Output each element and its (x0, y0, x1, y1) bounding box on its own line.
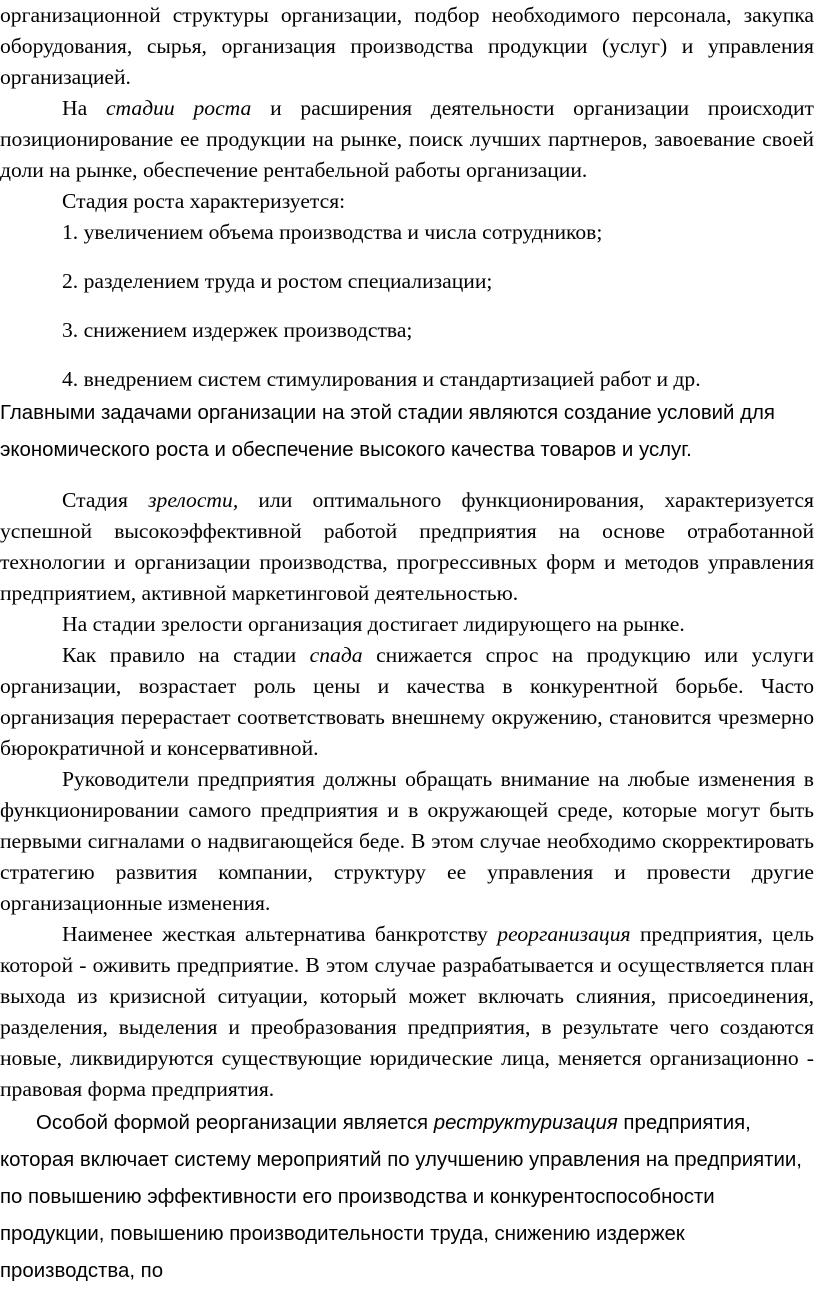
text-run: предприятия, которая включает систему мероприятий по улучшению управления на предприятии, по повышению эффективности его производства и конкурентоспособности продукции, повышению производительности труда, снижению издержек производства, по (0, 1112, 802, 1282)
text-run: Особой формой реорганизации является (36, 1112, 434, 1134)
list-item-text: 2. разделением труда и ростом специализации; (62, 269, 493, 293)
text-run: Стадия (62, 488, 149, 512)
text-run: и расширения деятельности организации происходит позиционирование ее продукции на рынке, поиск лучших партнеров, завоевание своей доли на рынке, обеспечение рентабельной работы организации. (0, 96, 814, 182)
paragraph-main-tasks (0, 395, 814, 469)
emphasis-term: зрелости, (148, 488, 239, 512)
paragraph-reorganization (0, 919, 814, 1105)
list-item (0, 364, 814, 395)
list-item (0, 315, 814, 346)
paragraph-managers-attention (0, 764, 814, 919)
paragraph-growth-stage (0, 93, 814, 186)
paragraph-maturity-stage (0, 485, 814, 609)
paragraph-text: На стадии зрелости организация достигает лидирующего на рынке. (62, 612, 685, 636)
paragraph-text: Руководители предприятия должны обращать внимание на любые изменения в функционировании самого предприятия и в окружающей среде, которые могут быть первыми сигналами о надвигающейся беде. В этом случае необходимо скорректировать стратегию развития компании, структуру ее управления и провести другие организационные изменения. (0, 767, 814, 915)
paragraph-maturity-leadership (0, 609, 814, 640)
text-run: На (62, 96, 106, 120)
paragraph-restructuring (0, 1105, 814, 1290)
paragraph-intro (0, 0, 814, 93)
list-item-text: 4. внедрением систем стимулирования и стандартизацией работ и др. (62, 367, 701, 391)
list-item-text: 1. увеличением объема производства и числа сотрудников; (62, 220, 603, 244)
text-run: Наименее жесткая альтернатива банкротству (62, 922, 498, 946)
emphasis-term: спада (309, 643, 363, 667)
paragraph-intro-text: организационной структуры организации, подбор необходимого персонала, закупка оборудования, сырья, организация производства продукции (услуг) и управления организацией. (0, 3, 814, 89)
paragraph-decline-stage (0, 640, 814, 764)
text-run: предприятия, цель которой - оживить предприятие. В этом случае разрабатывается и осуществляется план выхода из кризисной ситуации, который может включать слияния, присоединения, разделения, выделения и преобразования предприятия, в результате чего создаются новые, ликвидируются существующие юридические лица, меняется организационно - правовая форма предприятия. (0, 922, 814, 1101)
emphasis-term: реорганизация (497, 922, 631, 946)
emphasis-term: реструктуризация (433, 1112, 618, 1134)
text-run: снижается спрос на продукцию или услуги организации, возрастает роль цены и качества в конкурентной борьбе. Часто организация перерастает соответствовать внешнему окружению, становится чрезмерно бюрократичной и консервативной. (0, 643, 814, 760)
paragraph-text: Стадия роста характеризуется: (62, 189, 346, 213)
text-run: Как правило на стадии (62, 643, 310, 667)
text-run: или оптимального функционирования, характеризуется успешной высокоэффективной работой предприятия на основе отработанной технологии и организации производства, прогрессивных форм и методов управления предприятием, активной маркетинговой деятельностью. (0, 488, 814, 605)
paragraph-growth-characteristics (0, 186, 814, 217)
list-item (0, 217, 814, 248)
list-item-text: 3. снижением издержек производства; (62, 318, 413, 342)
emphasis-term: стадии роста (105, 96, 252, 120)
paragraph-text: Главными задачами организации на этой стадии являются создание условий для экономического роста и обеспечение высокого качества товаров и услуг. (0, 402, 775, 461)
list-item (0, 266, 814, 297)
